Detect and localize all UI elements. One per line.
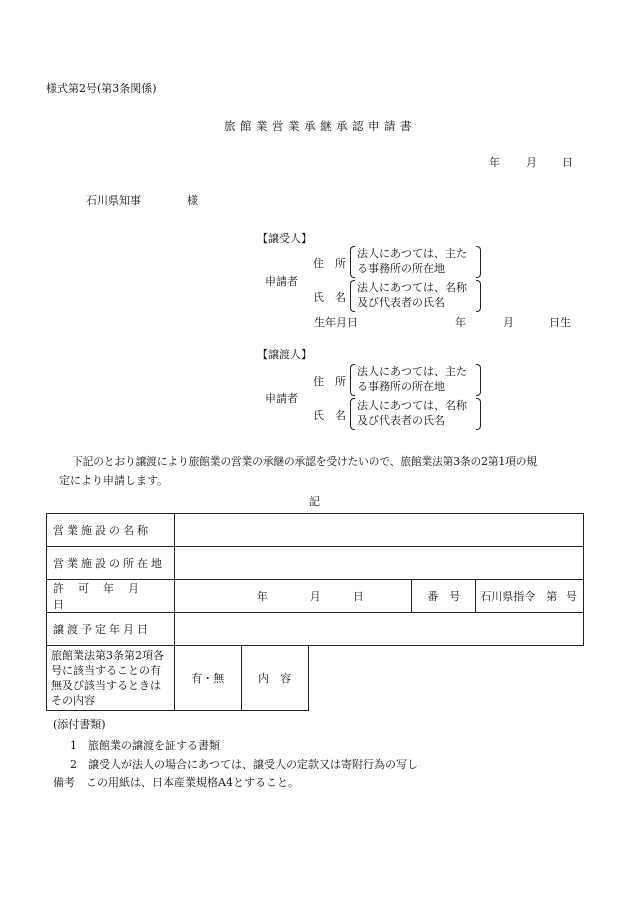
number-label: 番 号 xyxy=(412,580,476,613)
facility-location-label: 営業施設の所在地 xyxy=(47,547,175,580)
transferee-name-note-2: 及び代表者の氏名 xyxy=(357,296,445,309)
document-title: 旅館業営業承継承認申請書 xyxy=(224,119,416,133)
transferor-address-label: 住 所 xyxy=(313,375,346,388)
bracket-right xyxy=(476,246,481,278)
application-table xyxy=(46,513,584,711)
applicable-label: 旅館業法第3条第2項各号に該当することの有無及び該当するときはその内容 xyxy=(47,646,175,711)
table-row xyxy=(47,547,584,580)
transferee-address-note-2: る事務所の所在地 xyxy=(357,262,445,275)
transfer-date-label: 譲渡予定年月日 xyxy=(47,613,175,646)
table-row xyxy=(47,580,584,613)
table-row xyxy=(47,613,584,646)
transferor-address-note-1: 法人にあつては、主た xyxy=(357,365,467,378)
dob-year: 年 xyxy=(455,316,466,329)
body-text-line-1: 下記のとおり譲渡により旅館業の営業の承継の承認を受けたいので、旅館業法第3条の2第1項の規 xyxy=(72,455,537,468)
transferor-name-note-2: 及び代表者の氏名 xyxy=(357,414,445,427)
transferee-applicant-label: 申請者 xyxy=(265,275,298,288)
yes-no-option[interactable]: 有・無 xyxy=(174,646,241,711)
number-field[interactable] xyxy=(476,580,584,613)
bracket-right xyxy=(476,364,481,396)
attachments-heading: (添付書類) xyxy=(53,718,106,731)
facility-location-field[interactable] xyxy=(174,547,583,580)
transferee-name-note-1: 法人にあつては、名称 xyxy=(357,281,467,294)
dob-day: 日生 xyxy=(549,316,571,329)
body-text-line-2: 定により申請します。 xyxy=(59,474,169,487)
ki-label: 記 xyxy=(309,495,320,508)
transferee-address-note-1: 法人にあつては、主た xyxy=(357,247,467,260)
date-day: 日 xyxy=(562,156,573,169)
transfer-date-field[interactable] xyxy=(174,613,583,646)
table-row xyxy=(47,646,584,711)
transferor-name-note-1: 法人にあつては、名称 xyxy=(357,399,467,412)
transferor-applicant-label: 申請者 xyxy=(265,392,298,405)
permit-month: 月 xyxy=(309,590,321,603)
transferee-heading: 【譲受人】 xyxy=(257,232,312,245)
date-year: 年 xyxy=(489,156,500,169)
bracket-right xyxy=(476,280,481,312)
number-value: 石川県指令 第 xyxy=(480,590,558,603)
content-label: 内 容 xyxy=(241,646,308,711)
bracket-left xyxy=(350,246,355,278)
bracket-left xyxy=(350,398,355,430)
bracket-left xyxy=(350,280,355,312)
addressee-name: 石川県知事 xyxy=(86,194,141,207)
transferee-address-label: 住 所 xyxy=(313,257,346,270)
date-month: 月 xyxy=(526,156,537,169)
transferor-address-note-2: る事務所の所在地 xyxy=(357,380,445,393)
bracket-right xyxy=(476,398,481,430)
transferor-name-label: 氏 名 xyxy=(313,409,346,422)
transferee-name-label: 氏 名 xyxy=(313,291,346,304)
dob-month: 月 xyxy=(503,316,514,329)
facility-name-field[interactable] xyxy=(174,514,583,547)
transferor-heading: 【譲渡人】 xyxy=(257,348,312,361)
permit-year: 年 xyxy=(256,590,268,603)
form-id: 様式第2号(第3条関係) xyxy=(46,82,157,95)
table-empty-space xyxy=(308,646,583,711)
permit-day: 日 xyxy=(352,590,364,603)
dob-label: 生年月日 xyxy=(314,316,358,329)
attachment-item: 2 譲受人が法人の場合にあつては、譲受人の定款又は寄附行為の写し xyxy=(70,758,418,771)
facility-name-label: 営業施設の名称 xyxy=(47,514,175,547)
table-row xyxy=(47,514,584,547)
bracket-left xyxy=(350,364,355,396)
permit-date-field[interactable] xyxy=(174,580,412,613)
remarks: 備考 この用紙は、日本産業規格A4とすること。 xyxy=(53,776,299,789)
attachment-item: 1 旅館業の譲渡を証する書類 xyxy=(70,739,220,752)
addressee-honorific: 様 xyxy=(187,194,198,207)
number-suffix: 号 xyxy=(566,590,577,603)
permit-date-label: 許可年月日 xyxy=(47,580,175,613)
